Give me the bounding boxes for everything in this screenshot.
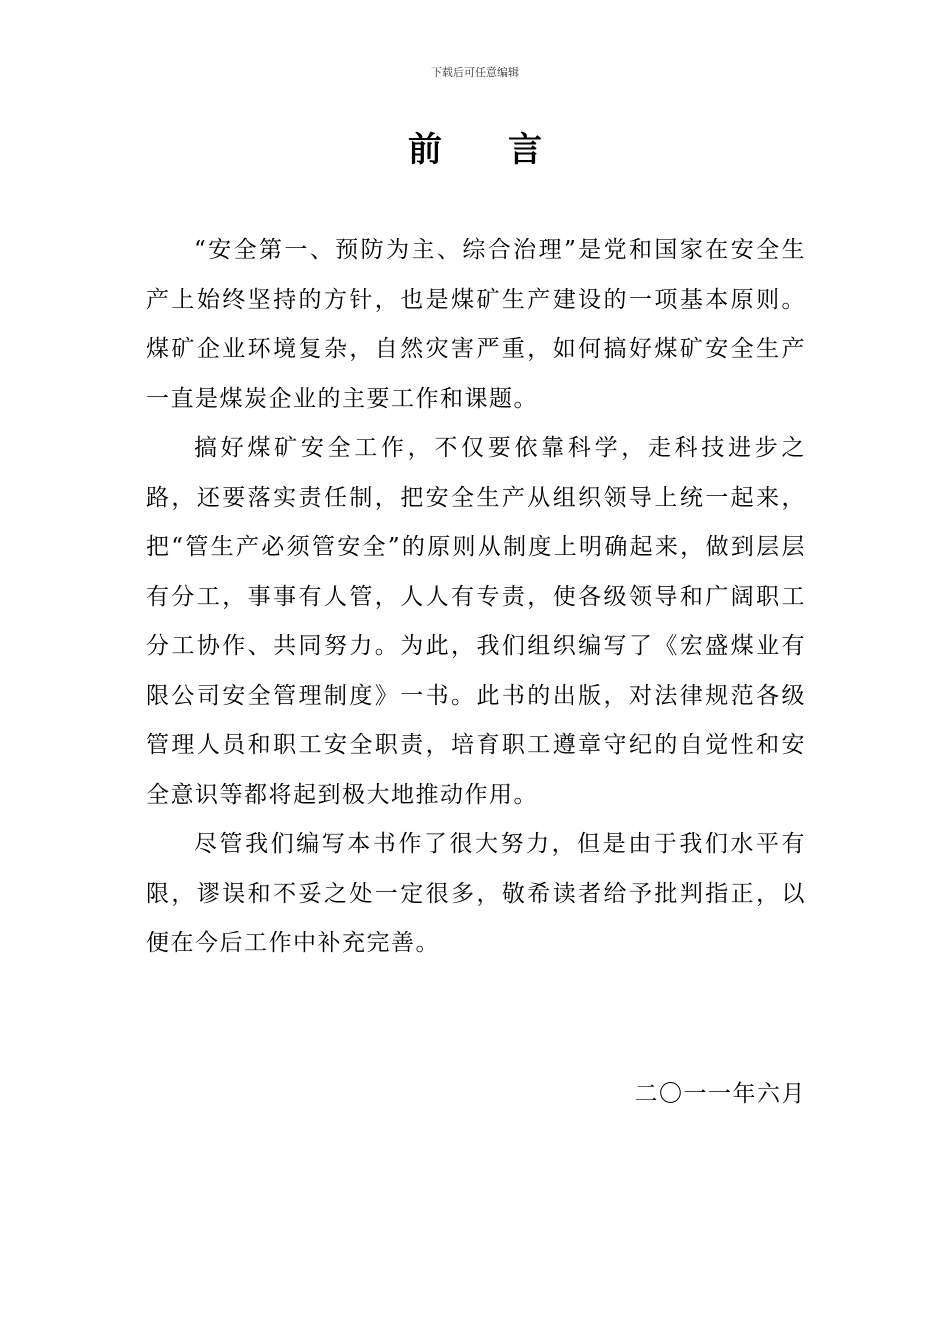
page-title	[0, 126, 950, 174]
title-char-1: 前	[408, 130, 442, 170]
signature-date: 二〇一一年六月	[634, 1081, 806, 1107]
header-note: 下载后可任意编辑	[431, 66, 519, 79]
preface-body	[146, 226, 806, 969]
paragraph-1: “安全第一、预防为主、综合治理”是党和国家在安全生产上始终坚持的方针，也是煤矿生产建设的一项基本原则。煤矿企业环境复杂，自然灾害严重，如何搞好煤矿安全生产一直是煤炭企业的主要工作和课题。	[146, 237, 806, 412]
title-char-2: 言	[508, 130, 542, 170]
paragraph-2: 搞好煤矿安全工作，不仅要依靠科学，走科技进步之路，还要落实责任制，把安全生产从组织领导上统一起来，把“管生产必须管安全”的原则从制度上明确起来，做到层层有分工，事事有人管，人人有专责，使各级领导和广阔职工分工协作、共同努力。为此，我们组织编写了《宏盛煤业有限公司安全管理制度》一书。此书的出版，对法律规范各级管理人员和职工安全职责，培育职工遵章守纪的自觉性和安全意识等都将起到极大地推动作用。	[146, 435, 806, 808]
paragraph-3: 尽管我们编写本书作了很大努力，但是由于我们水平有限，谬误和不妥之处一定很多，敬希读者给予批判指正，以便在今后工作中补充完善。	[146, 831, 806, 956]
